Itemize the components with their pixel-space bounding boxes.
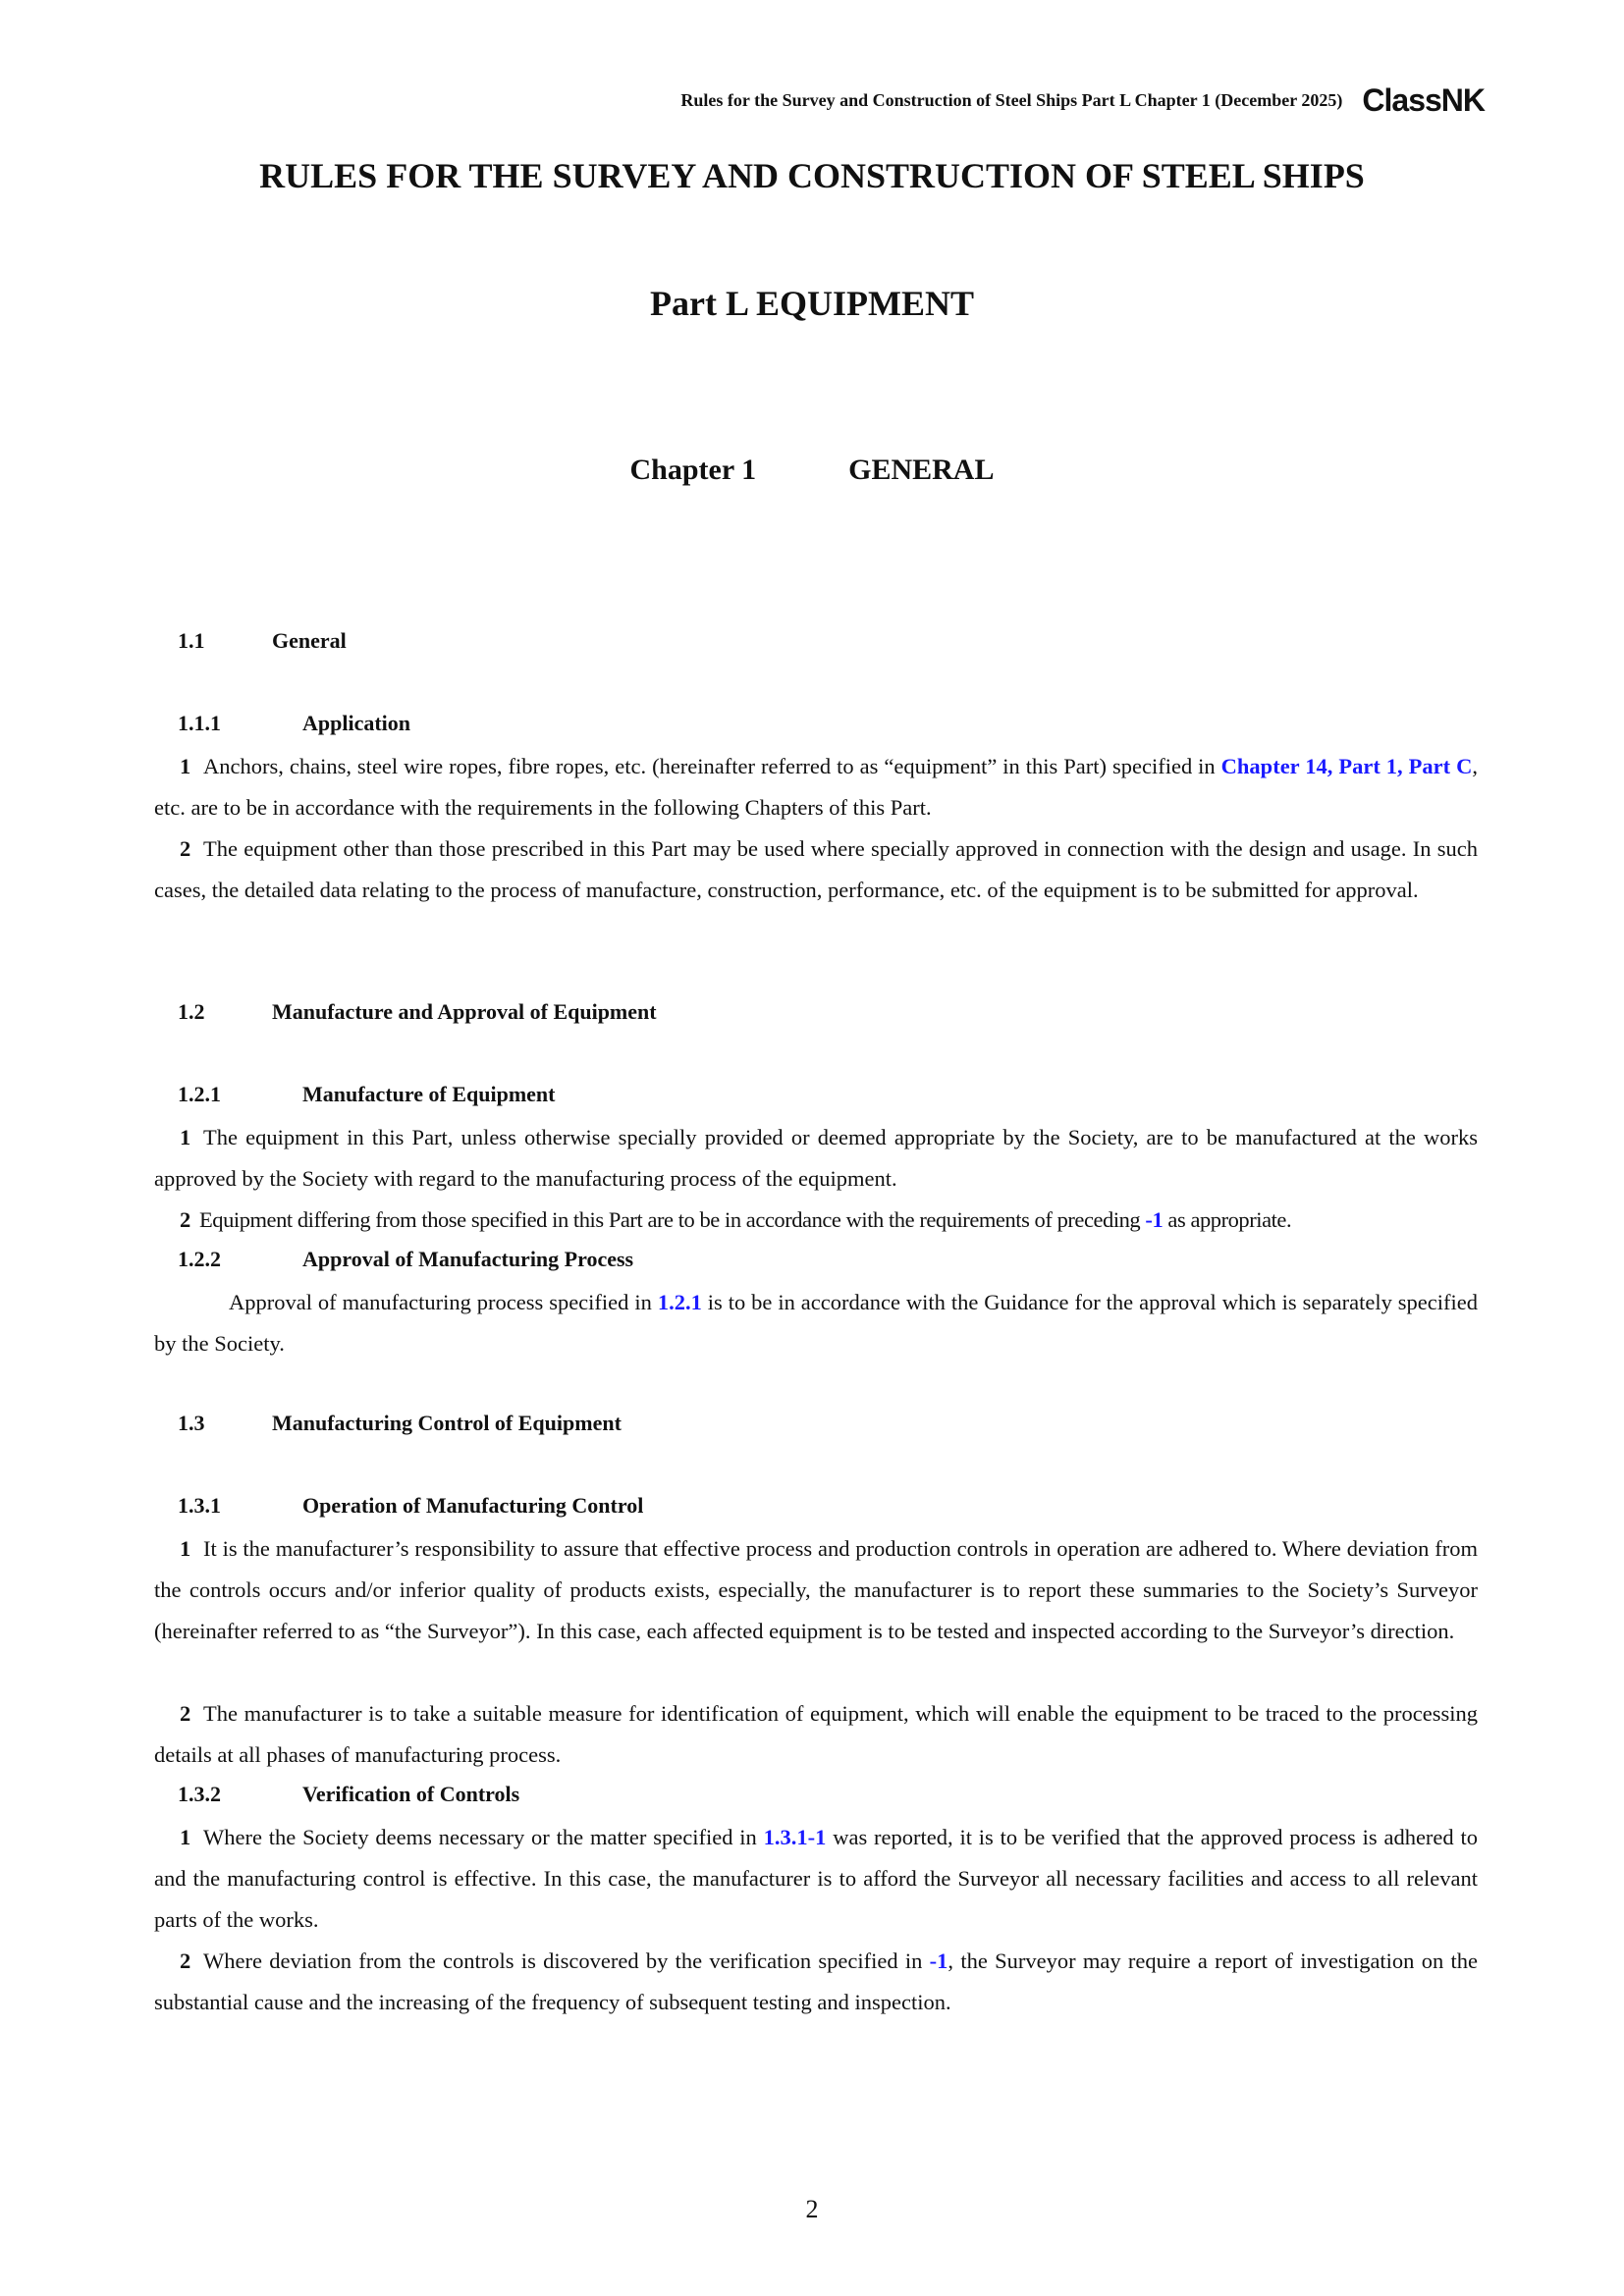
paragraph-text: Where deviation from the controls is discovered by the verification specified in [203,1949,930,1973]
document-title: RULES FOR THE SURVEY AND CONSTRUCTION OF STEEL SHIPS [259,156,1365,195]
section-heading-1-3 [178,1411,622,1436]
paragraph-1-3-2-1 [154,1817,1478,1941]
paragraph-text: is to be in accordance with the Guidance for the approval which is separately specified by the Society. [154,1290,1478,1356]
section-title: General [272,628,347,653]
subsection-heading-1-3-2 [178,1782,519,1807]
paragraph-1-2-1-2 [154,1200,1478,1241]
paragraph-number: 2 [180,1701,191,1726]
part-title: Part L EQUIPMENT [650,284,974,323]
section-number: 1.2 [178,999,205,1024]
paragraph-number: 2 [180,836,191,861]
paragraph-text: It is the manufacturer’s responsibility to assure that effective process and production controls in operation are adhered to. Where deviation from the controls occurs and/or inferior quality of products exists, especially, the manufacturer is to report these summaries to the Society’s Surveyor (hereinafter referred to as “the Surveyor”). In this case, each affected equipment is to be tested and inspected according to the Surveyor’s direction. [154,1536,1478,1643]
subsection-heading-1-1-1 [178,711,410,736]
page-number: 2 [805,2195,819,2223]
paragraph-number: 2 [180,1949,191,1973]
section-number: 1.1 [178,628,205,653]
cross-reference-link[interactable]: -1 [1145,1207,1164,1232]
subsection-number: 1.2.2 [178,1247,221,1271]
section-title: Manufacturing Control of Equipment [272,1411,622,1435]
subsection-number: 1.3.2 [178,1782,221,1806]
subsection-title: Approval of Manufacturing Process [302,1247,634,1271]
paragraph-number: 1 [180,754,191,778]
section-heading-1-2 [178,999,657,1025]
paragraph-text: Equipment differing from those specified in this Part are to be in accordance with the requirements of preceding [199,1207,1146,1232]
subsection-title: Manufacture of Equipment [302,1082,556,1106]
paragraph-text: was reported, it is to be verified that the approved process is adhered to and the manufacturing control is effective. In this case, the manufacturer is to afford the Surveyor all necessary facilities and access to all relevant parts of the works. [154,1825,1479,1932]
chapter-number: Chapter 1 [629,454,757,486]
subsection-title: Application [302,711,411,735]
paragraph-text: Where the Society deems necessary or the matter specified in [203,1825,764,1849]
paragraph-1-1-1-1 [154,746,1478,828]
paragraph-number: 1 [180,1536,191,1561]
paragraph-number: 2 [180,1207,190,1232]
subsection-title: Operation of Manufacturing Control [302,1493,644,1518]
paragraph-text: , etc. are to be in accordance with the requirements in the following Chapters of this Part. [154,754,1478,820]
paragraph-text: as appropriate. [1163,1207,1292,1232]
cross-reference-link[interactable]: 1.2.1 [657,1290,702,1314]
paragraph-1-3-2-2 [154,1941,1478,2023]
subsection-number: 1.1.1 [178,711,221,735]
cross-reference-link[interactable]: Chapter 14, Part 1, Part C [1220,754,1473,778]
paragraph-number: 1 [180,1825,191,1849]
paragraph-text: The equipment in this Part, unless otherwise specially provided or deemed appropriate by the Society, are to be manufactured at the works approved by the Society with regard to the manufacturing process of the equipment. [154,1125,1478,1191]
subsection-heading-1-2-2 [178,1247,633,1272]
chapter-name: GENERAL [848,454,995,486]
paragraph-1-2-2 [154,1282,1478,1364]
chapter-title [0,454,1624,487]
subsection-heading-1-2-1 [178,1082,556,1107]
paragraph-text: Anchors, chains, steel wire ropes, fibre ropes, etc. (hereinafter referred to as “equipment” in this Part) specified in [203,754,1221,778]
subsection-heading-1-3-1 [178,1493,643,1519]
paragraph-text: , the Surveyor may require a report of investigation on the substantial cause and the increasing of the frequency of subsequent testing and inspection. [154,1949,1478,2014]
cross-reference-link[interactable]: 1.3.1-1 [763,1825,827,1849]
running-title: Rules for the Survey and Construction of Steel Ships Part L Chapter 1 (December 2025) [680,89,1343,110]
paragraph-text: The manufacturer is to take a suitable measure for identification of equipment, which will enable the equipment to be traced to the processing details at all phases of manufacturing process. [154,1701,1478,1767]
paragraph-text: The equipment other than those prescribed in this Part may be used where specially approved in connection with the design and usage. In such cases, the detailed data relating to the process of manufacture, construction, performance, etc. of the equipment is to be submitted for approval. [154,836,1478,902]
running-header [680,84,1485,116]
subsection-title: Verification of Controls [302,1782,520,1806]
paragraph-1-3-1-1 [154,1528,1478,1652]
paragraph-text: Approval of manufacturing process specified in [229,1290,658,1314]
classnk-logo: ClassNK [1362,82,1485,118]
paragraph-1-3-1-2 [154,1693,1478,1776]
paragraph-number: 1 [180,1125,191,1149]
paragraph-1-2-1-1 [154,1117,1478,1200]
subsection-number: 1.3.1 [178,1493,221,1518]
section-number: 1.3 [178,1411,205,1435]
section-heading-1-1 [178,628,347,654]
subsection-number: 1.2.1 [178,1082,221,1106]
section-title: Manufacture and Approval of Equipment [272,999,657,1024]
cross-reference-link[interactable]: -1 [929,1949,948,1973]
paragraph-1-1-1-2 [154,828,1478,911]
